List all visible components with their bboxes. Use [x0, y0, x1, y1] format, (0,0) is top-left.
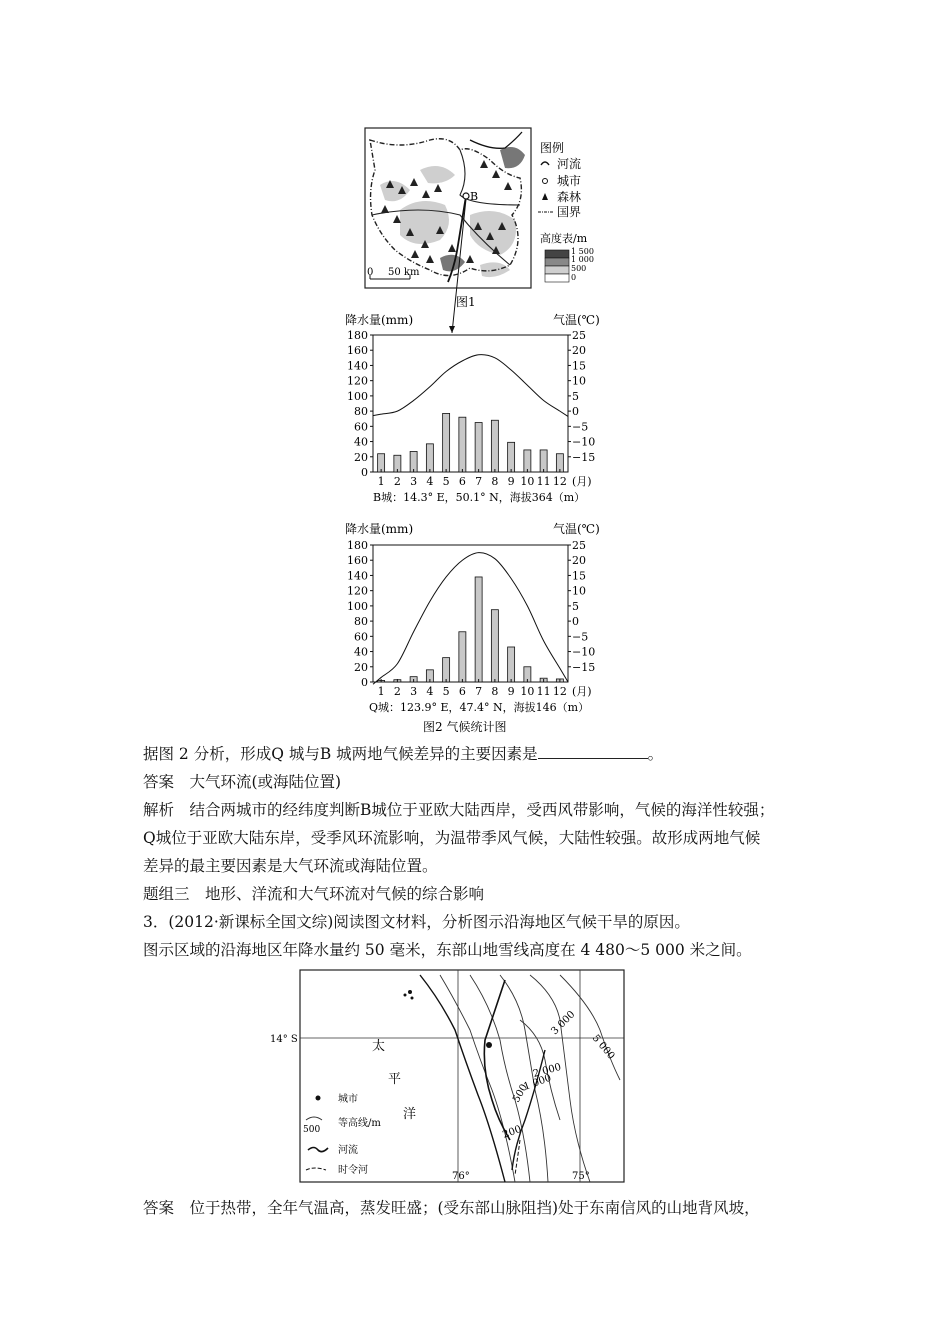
y-tick-label: 40	[354, 645, 368, 659]
chart-b-plot-area	[373, 335, 568, 472]
y-tick-label: 120	[347, 374, 368, 388]
analysis-line-1: 解析 结合两城市的经纬度判断B城位于亚欧大陆西岸，受西风带影响，气候的海洋性较强；	[143, 801, 775, 819]
chart-q-climate	[0, 510, 950, 740]
precip-bar	[426, 444, 433, 472]
y2-tick-label: 0	[572, 405, 579, 419]
x-tick-label: 11	[536, 475, 551, 488]
y-tick-label: 140	[347, 359, 368, 373]
city-legend-icon	[543, 179, 548, 184]
legend-river: 河流	[338, 1145, 358, 1156]
lon-label-75: 75°	[572, 1171, 590, 1182]
y-tick-label: 0	[361, 676, 368, 689]
y2-tick-label: −10	[572, 435, 596, 449]
y-tick-label: 60	[354, 630, 368, 644]
y2-tick-label: 5	[572, 389, 579, 403]
x-tick-label: 8	[491, 685, 499, 698]
x-tick-label: 10	[520, 475, 535, 488]
contour-label: 5 000	[589, 1032, 617, 1062]
question-3-material: 图示区域的沿海地区年降水量约 50 毫米，东部山地雪线高度在 4 480～5 000 米之间。	[143, 941, 752, 959]
x-tick-label: 12	[552, 475, 567, 488]
contour-label: 1 000	[522, 1072, 553, 1093]
x-tick-label: 6	[458, 685, 466, 698]
legend-title: 图例	[540, 141, 565, 155]
y2-tick-label: 15	[572, 569, 586, 583]
river-legend-icon	[541, 162, 549, 165]
answer-blank	[538, 744, 648, 759]
analysis-line-2: Q城位于亚欧大陆东岸，受季风环流影响，为温带季风气候，大陆性较强。故形成两地气候	[143, 829, 761, 847]
x-tick-label: 4	[426, 685, 434, 698]
x-tick-label: 10	[520, 685, 535, 698]
scale-label-0: 0	[367, 267, 374, 278]
precip-bar	[410, 451, 417, 472]
elev-value: 0	[571, 273, 577, 282]
legend-forest: 森林	[557, 190, 582, 204]
y2-tick-label: −15	[572, 660, 596, 674]
elevation-legend-title: 高度表/m	[540, 232, 588, 245]
chart-q-bars	[378, 577, 564, 682]
answer-1: 答案 大气环流(或海陆位置)	[143, 773, 342, 791]
x-tick-label: 1	[377, 685, 385, 698]
y-tick-label: 140	[347, 569, 368, 583]
elev-swatch-high	[545, 250, 569, 258]
y-tick-label: 20	[354, 660, 368, 674]
precip-bar	[459, 417, 466, 472]
contour-label: 200	[501, 1123, 523, 1141]
contour-label: 3 000	[549, 1009, 578, 1038]
x-tick-label: 8	[491, 475, 499, 488]
elev-value: 1 000	[571, 255, 594, 264]
figure-3-map	[0, 960, 950, 1190]
chart-b-right-ticks	[568, 329, 595, 464]
y2-tick-label: 25	[572, 539, 586, 552]
x-tick-label: 3	[410, 685, 418, 698]
precip-bar	[491, 420, 498, 472]
question-end: 。	[647, 745, 664, 763]
precip-bar	[443, 658, 450, 682]
x-tick-label: 3	[410, 475, 418, 488]
chart-q-right-title: 气温(℃)	[553, 522, 600, 536]
x-tick-label: 12	[552, 685, 567, 698]
legend-border: 国界	[557, 205, 582, 219]
ocean-char: 洋	[403, 1107, 417, 1122]
precip-bar	[443, 413, 450, 472]
elev-swatch-mid	[545, 258, 569, 266]
y-tick-label: 0	[361, 466, 368, 479]
x-unit-label: (月)	[572, 475, 592, 488]
chart-b-climate	[0, 300, 950, 510]
x-tick-label: 11	[536, 685, 551, 698]
y-tick-label: 180	[347, 329, 368, 342]
chart-q-right-ticks	[568, 539, 595, 674]
chart-b-right-title: 气温(℃)	[553, 313, 600, 327]
y-tick-label: 40	[354, 435, 368, 449]
y2-tick-label: −5	[572, 630, 589, 644]
city-b-marker	[463, 193, 469, 199]
chart-b-temperature-line	[373, 355, 568, 417]
x-tick-label: 7	[475, 685, 483, 698]
figure-2-caption: 图2 气候统计图	[423, 720, 507, 734]
elev-swatch-base	[545, 274, 569, 282]
elev-value: 1 500	[571, 247, 594, 256]
ocean-char: 太	[372, 1039, 386, 1054]
y2-tick-label: −15	[572, 450, 596, 464]
y-tick-label: 120	[347, 584, 368, 598]
y2-tick-label: −10	[572, 645, 596, 659]
chart-q-caption: Q城：123.9° E，47.4° N，海拔146（m）	[369, 701, 590, 714]
y-tick-label: 20	[354, 450, 368, 464]
x-tick-label: 9	[507, 685, 515, 698]
figure-1-caption: 图1	[456, 295, 476, 309]
answer-3: 答案 位于热带，全年气温高，蒸发旺盛；(受东部山脉阻挡)处于东南信风的山地背风坡，	[143, 1199, 760, 1217]
precip-bar	[491, 610, 498, 682]
y-tick-label: 100	[347, 389, 368, 403]
chart-q-left-ticks	[347, 539, 373, 689]
y2-tick-label: 15	[572, 359, 586, 373]
y-tick-label: 160	[347, 554, 368, 568]
x-tick-label: 2	[393, 475, 401, 488]
question-3: 3．(2012·新课标全国文综)阅读图文材料，分析图示沿海地区气候干旱的原因。	[143, 913, 690, 931]
elev-swatch-low	[545, 266, 569, 274]
x-tick-label: 7	[475, 475, 483, 488]
x-unit-label: (月)	[572, 685, 592, 698]
precip-bar	[475, 577, 482, 682]
chart-q-temperature-line	[373, 553, 568, 685]
city-b-label: B	[470, 190, 479, 203]
lat-label: 14° S	[270, 1034, 298, 1045]
y-tick-label: 80	[354, 405, 368, 419]
chart-q-left-title: 降水量(mm)	[345, 522, 414, 536]
city-marker	[486, 1042, 492, 1048]
x-tick-label: 1	[377, 475, 385, 488]
x-tick-label: 9	[507, 475, 515, 488]
legend-contour: 等高线/m	[338, 1118, 381, 1129]
y2-tick-label: −5	[572, 420, 589, 434]
x-tick-label: 6	[458, 475, 466, 488]
lon-label-76: 76°	[452, 1171, 470, 1182]
x-tick-label: 5	[442, 685, 450, 698]
precip-bar	[508, 442, 515, 472]
island	[411, 997, 414, 1000]
x-tick-label: 5	[442, 475, 450, 488]
scale-label-50: 50 km	[388, 267, 420, 278]
y-tick-label: 80	[354, 615, 368, 629]
chart-b-caption: B城：14.3° E，50.1° N，海拔364（m）	[373, 491, 586, 504]
y-tick-label: 60	[354, 420, 368, 434]
y-tick-label: 180	[347, 539, 368, 552]
forest-legend-icon	[542, 193, 548, 200]
elev-value: 500	[571, 264, 587, 273]
y2-tick-label: 0	[572, 615, 579, 629]
y-tick-label: 160	[347, 344, 368, 358]
x-tick-label: 4	[426, 475, 434, 488]
legend-city: 城市	[338, 1094, 358, 1105]
y2-tick-label: 10	[572, 584, 586, 598]
chart-q-plot-area	[373, 545, 568, 682]
precip-bar	[524, 450, 531, 472]
legend-contour-sample: 500	[303, 1125, 321, 1135]
analysis-line-3: 差异的最主要因素是大气环流或海陆位置。	[143, 857, 438, 875]
y2-tick-label: 25	[572, 329, 586, 342]
island	[408, 990, 412, 994]
legend-river: 河流	[557, 157, 582, 171]
precip-bar	[508, 647, 515, 682]
contour-label: 500	[511, 1082, 531, 1105]
group-3-heading: 题组三 地形、洋流和大气环流对气候的综合影响	[143, 885, 485, 903]
y2-tick-label: 5	[572, 599, 579, 613]
contour-label: 2 000	[531, 1061, 563, 1080]
chart-b-bars	[378, 413, 564, 472]
ocean-char: 平	[388, 1072, 402, 1087]
y2-tick-label: 20	[572, 554, 586, 568]
question-line	[143, 742, 663, 766]
y-tick-label: 100	[347, 599, 368, 613]
legend-seasonal-river: 时令河	[338, 1165, 368, 1176]
city-legend-icon	[316, 1096, 321, 1101]
legend-city: 城市	[557, 174, 582, 188]
y2-tick-label: 10	[572, 374, 586, 388]
chart-b-left-title: 降水量(mm)	[345, 313, 414, 327]
precip-bar	[540, 450, 547, 472]
chart-b-left-ticks	[347, 329, 373, 479]
y2-tick-label: 20	[572, 344, 586, 358]
precip-bar	[475, 423, 482, 472]
x-tick-label: 2	[393, 685, 401, 698]
precip-bar	[459, 632, 466, 682]
question-text: 据图 2 分析，形成Q 城与B 城两地气候差异的主要因素是	[143, 745, 538, 763]
island	[404, 994, 407, 997]
